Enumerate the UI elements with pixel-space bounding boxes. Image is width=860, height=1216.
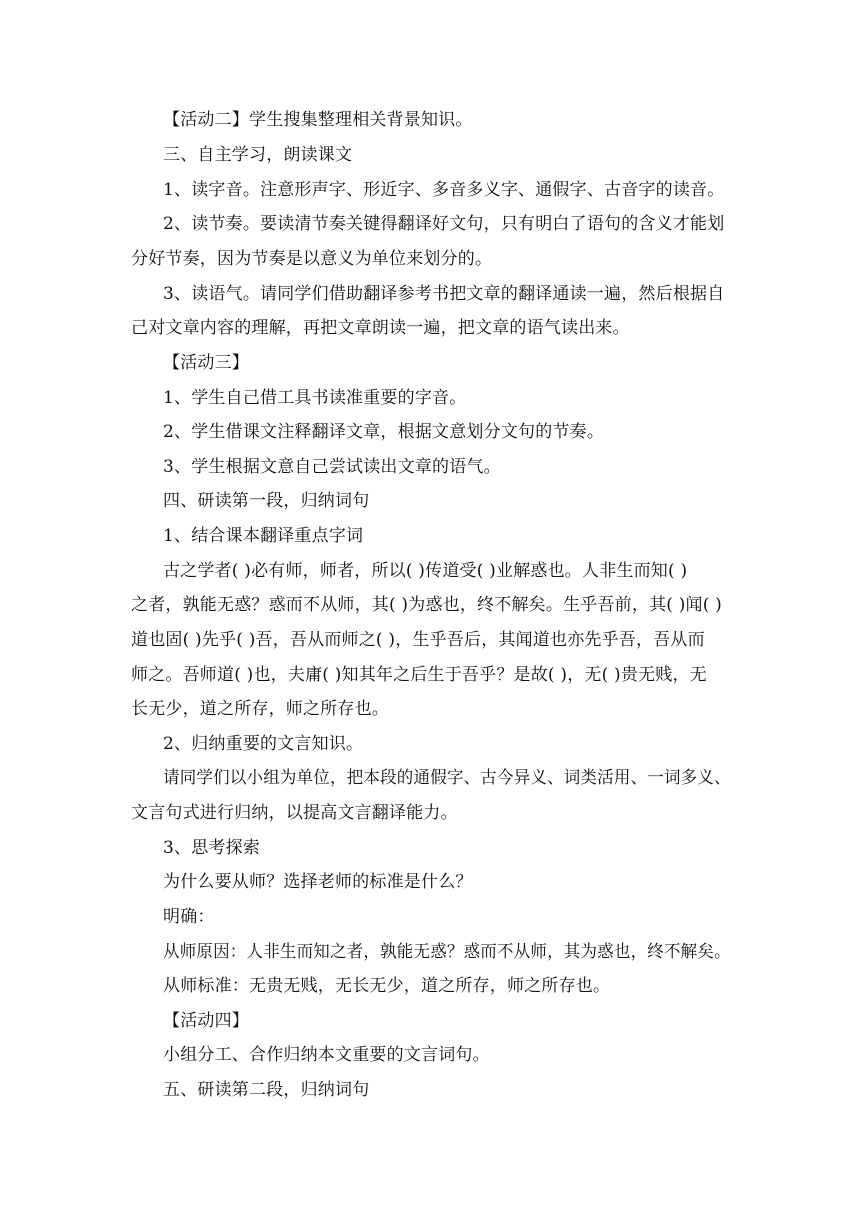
paragraph-line: 为什么要从师？选择老师的标准是什么？	[163, 872, 473, 892]
section-3-heading: 三、自主学习，朗读课文	[163, 145, 353, 165]
section-5-heading: 五、研读第二段，归纳词句	[163, 1080, 370, 1100]
paragraph-line: 3、思考探索	[163, 838, 261, 858]
paragraph-line: 己对文章内容的理解，再把文章朗读一遍，把文章的语气读出来。	[131, 318, 630, 338]
paragraph-line: 文言句式进行归纳，以提高文言翻译能力。	[131, 803, 458, 823]
classical-text-line: 长无少，道之所存，师之所存也。	[131, 699, 389, 719]
paragraph-line: 3、学生根据文意自己尝试读出文章的语气。	[163, 457, 501, 477]
paragraph-line: 2、读节奏。要读清节奏关键得翻译好文句，只有明白了语句的含义才能划	[163, 214, 725, 234]
paragraph-line: 从师标准：无贵无贱，无长无少，道之所存，师之所存也。	[163, 976, 611, 996]
paragraph-line: 分好节奏，因为节奏是以意义为单位来划分的。	[131, 249, 493, 269]
activity-3-line: 【活动三】	[163, 353, 249, 373]
section-4-heading: 四、研读第一段，归纳词句	[163, 491, 370, 511]
paragraph-line: 1、读字音。注意形声字、形近字、多音多义字、通假字、古音字的读音。	[163, 180, 725, 200]
paragraph-line: 2、学生借课文注释翻译文章，根据文意划分文句的节奏。	[163, 422, 605, 442]
paragraph-line: 请同学们以小组为单位，把本段的通假字、古今异义、词类活用、一词多义、	[163, 768, 731, 788]
paragraph-line: 2、归纳重要的文言知识。	[163, 734, 364, 754]
paragraph-line: 3、读语气。请同学们借助翻译参考书把文章的翻译通读一遍，然后根据自	[163, 284, 725, 304]
paragraph-line: 1、学生自己借工具书读准重要的字音。	[163, 388, 467, 408]
paragraph-line: 明确：	[163, 907, 215, 927]
paragraph-line: 小组分工、合作归纳本文重要的文言词句。	[163, 1045, 490, 1065]
paragraph-line: 从师原因：人非生而知之者，孰能无惑？惑而不从师，其为惑也，终不解矣。	[163, 942, 731, 962]
classical-text-line: 之者，孰能无惑？惑而不从师，其( )为惑也，终不解矣。生乎吾前，其( )闻( )	[131, 595, 723, 615]
paragraph-line: 1、结合课本翻译重点字词	[163, 526, 364, 546]
activity-4-line: 【活动四】	[163, 1011, 249, 1031]
activity-2-line: 【活动二】学生搜集整理相关背景知识。	[163, 110, 473, 130]
classical-text-line: 师之。吾师道( )也，夫庸( )知其年之后生于吾乎？是故( )，无( )贵无贱，无	[131, 665, 707, 685]
classical-text-line: 古之学者( )必有师，师者，所以( )传道受( )业解惑也。人非生而知( )	[163, 561, 688, 581]
classical-text-line: 道也固( )先乎( )吾，吾从而师之( )，生乎吾后，其闻道也亦先乎吾，吾从而	[131, 630, 705, 650]
